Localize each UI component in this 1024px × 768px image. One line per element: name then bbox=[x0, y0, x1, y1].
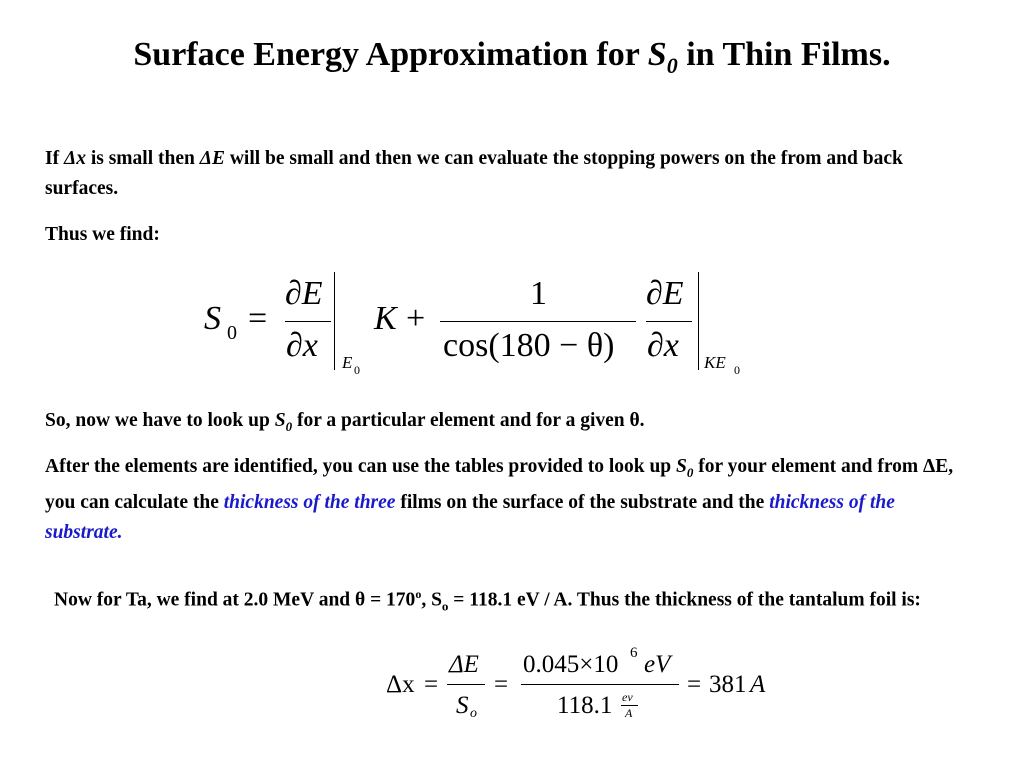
delta-symbol: Δ bbox=[63, 148, 77, 169]
eq1-one: 1 bbox=[530, 275, 547, 312]
eq2-small-ev: ev bbox=[622, 690, 633, 704]
s-subscript: 0 bbox=[686, 464, 694, 480]
eq1-lhs-sub: 0 bbox=[227, 322, 237, 344]
s-symbol: S bbox=[274, 410, 286, 431]
title-subscript: 0 bbox=[666, 52, 678, 78]
eq1-denominator-1: ∂x bbox=[286, 327, 318, 364]
text: After the elements are identified, you can use the tables provided to look up bbox=[45, 456, 677, 477]
title-text: Surface Energy Approximation for bbox=[133, 36, 648, 73]
text: If bbox=[45, 148, 64, 169]
e-symbol: E bbox=[211, 148, 225, 169]
text: , S bbox=[421, 589, 442, 611]
text: So, now we have to look up bbox=[45, 410, 275, 431]
s-symbol: S bbox=[676, 456, 687, 477]
eq2-numerator-1: ΔE bbox=[449, 651, 479, 678]
eq2-equals-1: = bbox=[424, 671, 439, 698]
eq1-denominator-2: ∂x bbox=[647, 327, 679, 364]
eq1-eval-2: KE bbox=[704, 353, 726, 372]
paragraph-thus: Thus we find: bbox=[45, 224, 160, 245]
eq2-denominator-1: S bbox=[456, 692, 469, 719]
eq2-equals-3: = bbox=[687, 671, 702, 698]
text: films on the surface of the substrate and the bbox=[395, 491, 770, 513]
eq2-ev-unit: eV bbox=[644, 651, 671, 678]
eq1-eval-1-sub: 0 bbox=[354, 363, 360, 377]
text: = 118.1 eV / A. Thus the thickness of the tantalum foil is: bbox=[448, 589, 921, 611]
text: will be small and then we can evaluate the stopping powers on the from and back surfaces. bbox=[45, 148, 903, 199]
title-suffix: in Thin Films. bbox=[677, 36, 891, 73]
eq2-equals-2: = bbox=[494, 671, 509, 698]
text: for your element and from ΔE, you can calculate the bbox=[45, 456, 954, 513]
eq1-eval-2-sub: 0 bbox=[734, 363, 740, 377]
eq1-numerator-1: ∂E bbox=[285, 275, 323, 312]
degree-mark: o bbox=[415, 587, 422, 601]
eq1-equals: = bbox=[248, 300, 268, 337]
x-symbol: x bbox=[76, 148, 86, 169]
eq1-cos-denominator: cos(180 − θ) bbox=[443, 327, 615, 364]
text: for a particular element and for a given θ. bbox=[292, 410, 645, 431]
highlight-thickness-substrate: thickness of the substrate. bbox=[45, 491, 895, 543]
text: is small then bbox=[85, 148, 200, 169]
s-subscript: o bbox=[441, 598, 449, 614]
eq1-plus: + bbox=[406, 300, 426, 337]
eq1-eval-1: E bbox=[342, 353, 353, 372]
eq2-fraction-bar-1 bbox=[447, 684, 485, 685]
title-symbol: S bbox=[647, 36, 667, 73]
eq2-lhs: Δx bbox=[386, 671, 415, 698]
eq2-result: 381 bbox=[709, 671, 747, 698]
text: Now for Ta, we find at 2.0 MeV and θ = 170 bbox=[54, 589, 416, 611]
eq2-exponent: 6 bbox=[630, 645, 638, 661]
eq2-small-a: A bbox=[625, 706, 633, 720]
eq2-result-unit: A bbox=[750, 671, 766, 698]
eq2-denominator-2: 118.1 bbox=[557, 692, 613, 719]
eq1-numerator-2: ∂E bbox=[646, 275, 684, 312]
s-subscript: 0 bbox=[285, 418, 293, 434]
eq1-k: K bbox=[374, 300, 397, 337]
delta-symbol: Δ bbox=[199, 148, 212, 169]
eq2-fraction-bar-2 bbox=[521, 684, 679, 685]
highlight-thickness-three: thickness of the three bbox=[223, 491, 396, 513]
eq2-numerator-2: 0.045×10 bbox=[523, 651, 619, 678]
eq1-lhs: S bbox=[204, 300, 221, 337]
eq2-denominator-1-sub: o bbox=[470, 706, 477, 721]
